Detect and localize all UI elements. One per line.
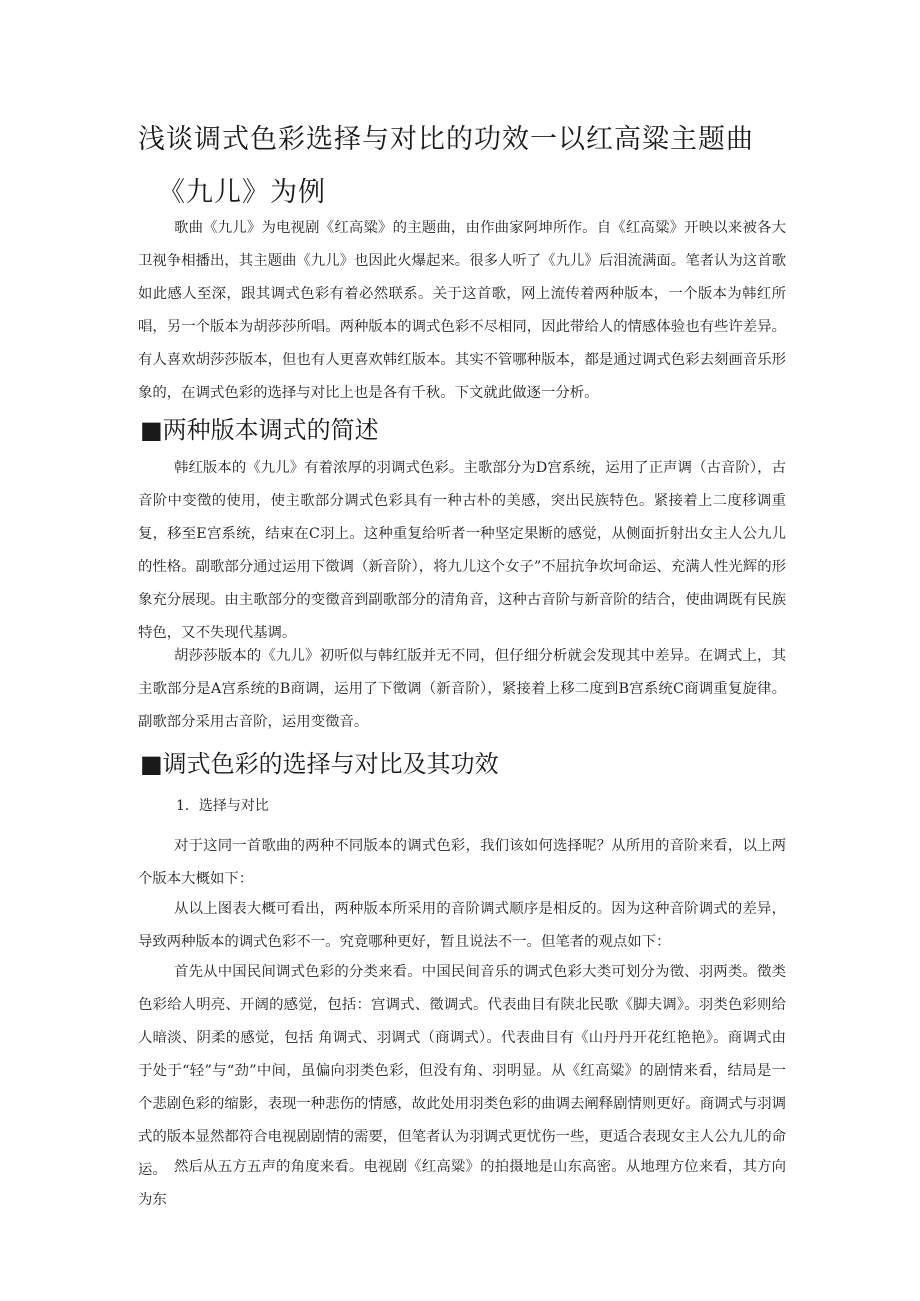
section-2-paragraph-4: 然后从五方五声的角度来看。电视剧《红高粱》的拍摄地是山东高密。从地理方位来看，其方向为东 (138, 1159, 786, 1208)
section-1-paragraph-1: 韩红版本的《九儿》有着浓厚的羽调式色彩。主歌部分为D宫系统，运用了正声调（古音阶），古音阶中变徵的使用，使主歌部分调式色彩具有一种古朴的美感，突出民族特色。紧接着上二度移调重复，移至E宫系统，结束在C羽上。这种重复给听者一种坚定果断的感觉，从侧面折射出女主人公九儿的性格。副歌部分通过运用下徵调（新音阶），将九儿这个女子”不屈抗争坎坷命运、充满人性光辉的形象充分展现。由主歌部分的变徵音到副歌部分的清角音，这种古音阶与新音阶的结合，使曲调既有民族特色，又不失现代基调。 (138, 460, 786, 641)
section-2-subheading: 1．选择与对比 (176, 798, 269, 814)
intro-paragraph: 歌曲《九儿》为电视剧《红高粱》的主题曲，由作曲家阿坤所作。自《红高粱》开映以来被各大卫视争相播出，其主题曲《九儿》也因此火爆起来。很多人听了《九儿》后泪流满面。笔者认为这首歌如此感人至深，跟其调式色彩有着必然联系。关于这首歌，网上流传着两种版本，一个版本为韩红所唱，另一个版本为胡莎莎所唱。两种版本的调式色彩不尽相同，因此带给人的情感体验也有些许差异。有人喜欢胡莎莎版本，但也有人更喜欢韩红版本。其实不管哪种版本，都是通过调式色彩去刻画音乐形象的，在调式色彩的选择与对比上也是各有千秋。下文就此做逐一分析。 (138, 220, 786, 401)
section-2-paragraph-1: 对于这同一首歌曲的两种不同版本的调式色彩，我们该如何选择呢？从所用的音阶来看，以上两个版本大概如下： (138, 838, 786, 887)
article-title-line-1: 浅谈调式色彩选择与对比的功效一以红高粱主题曲 (138, 124, 754, 155)
section-2-paragraph-2: 从以上图表大概可看出，两种版本所采用的音阶调式顺序是相反的。因为这种音阶调式的差异，导致两种版本的调式色彩不一。究竟哪种更好，暂且说法不一。但笔者的观点如下： (138, 901, 786, 950)
section-1-paragraph-2: 胡莎莎版本的《九儿》初听似与韩红版并无不同，但仔细分析就会发现其中差异。在调式上，其主歌部分是A宫系统的B商调，运用了下徵调（新音阶），紧接着上移二度到B宫系统C商调重复旋律。副歌部分采用古音阶，运用变徵音。 (138, 648, 786, 730)
section-1-heading: ■两种版本调式的简述 (140, 416, 379, 444)
section-2-heading: ■调式色彩的选择与对比及其功效 (140, 750, 499, 778)
article-title-line-2: 《九儿》为例 (158, 177, 326, 208)
section-2-paragraph-3: 首先从中国民间调式色彩的分类来看。中国民间音乐的调式色彩大类可划分为徵、羽两类。徵类色彩给人明亮、开阔的感觉，包括：宫调式、徵调式。代表曲目有陕北民歌《脚夫调》。羽类色彩则给人暗淡、阴柔的感觉，包括 角调式、羽调式（商调式）。代表曲目有《山丹丹开花红艳艳》。商调式由于处于“轻”与“劲”中间，虽偏向羽类色彩，但没有角、羽明显。从《红高粱》的剧情来看，结局是一个悲剧色彩的缩影，表现一种悲伤的情感，故此处用羽类色彩的曲调去阐释剧情则更好。商调式与羽调式的版本显然都符合电视剧剧情的需要，但笔者认为羽调式更忧伤一些，更适合表现女主人公九儿的命运。 (138, 964, 786, 1178)
